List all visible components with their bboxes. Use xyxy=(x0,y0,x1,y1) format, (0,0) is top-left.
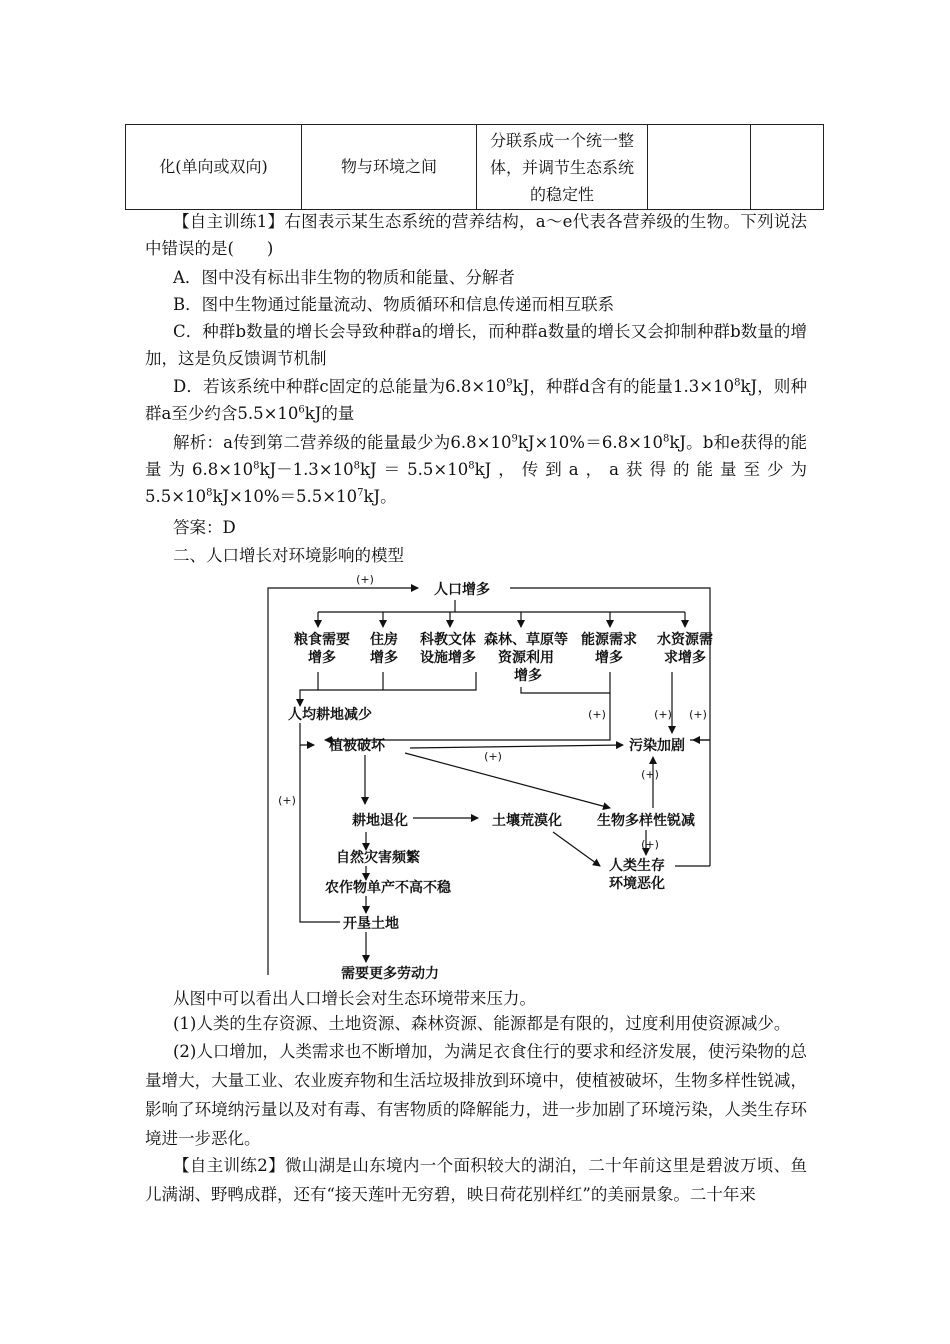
node-energy: 增多 xyxy=(595,650,623,666)
node-water: 求增多 xyxy=(664,650,706,666)
plus-label: (+) xyxy=(278,794,296,807)
node-population: 人口增多 xyxy=(434,582,490,598)
node-housing: 增多 xyxy=(370,650,398,666)
exponent: 6 xyxy=(298,404,305,416)
plus-label: (+) xyxy=(356,573,374,586)
node-crop: 农作物单产不高不稳 xyxy=(325,880,451,896)
point-2: (2)人口增加，人类需求也不断增加，为满足衣食住行的要求和经济发展，使污染物的总量增大，大量工业、农业废弃物和生活垃圾排放到环境中，使植被破坏，生物多样性锐减，影响了环境纳污量以及对有毒、有害物质的降解能力，进一步加剧了环境污染，人类生存环境进一步恶化。 xyxy=(145,1042,807,1148)
plus-label: (+) xyxy=(654,708,672,721)
node-food: 增多 xyxy=(308,650,336,666)
option-b: B．图中生物通过能量流动、物质循环和信息传递而相互联系 xyxy=(173,295,615,314)
table-cell xyxy=(751,125,824,210)
conclusion-line: 从图中可以看出人口增长会对生态环境带来压力。 xyxy=(173,989,536,1008)
exponent: 8 xyxy=(206,487,213,499)
population-model-diagram xyxy=(255,570,725,985)
analysis-text: kJ＝5.5×10 xyxy=(360,460,469,479)
answer: 答案：D xyxy=(173,518,236,537)
node-energy: 能源需求 xyxy=(581,632,637,648)
node-housing: 住房 xyxy=(370,632,398,648)
analysis-text: kJ×10%＝6.8×10 xyxy=(517,433,663,452)
section-title: 二、人口增长对环境影响的模型 xyxy=(173,546,404,565)
point-1: (1)人类的生存资源、土地资源、森林资源、能源都是有限的，过度利用使资源减少。 xyxy=(173,1014,791,1033)
node-forest: 增多 xyxy=(514,668,542,684)
plus-label: (+) xyxy=(689,708,707,721)
exponent: 7 xyxy=(357,487,364,499)
node-labor: 需要更多劳动力 xyxy=(341,966,439,982)
node-forest: 资源利用 xyxy=(498,650,554,666)
exercise1-question: 【自主训练1】右图表示某生态系统的营养结构，a～e代表各营养级的生物。下列说法中错误的是( ) xyxy=(145,212,807,258)
table-cell: 物与环境之间 xyxy=(302,125,477,210)
option-d-text: kJ，则种群a至少约含5.5×10 xyxy=(145,377,807,423)
exponent: 8 xyxy=(662,433,670,445)
node-disaster: 自然灾害频繁 xyxy=(336,850,420,866)
option-d xyxy=(145,373,807,427)
node-education: 科教文体 xyxy=(420,632,476,648)
option-d-text: kJ的量 xyxy=(304,404,355,423)
option-a: A．图中没有标出非生物的物质和能量、分解者 xyxy=(173,268,515,287)
node-arable: 人均耕地减少 xyxy=(288,707,372,723)
node-biodiversity: 生物多样性锐减 xyxy=(597,813,695,829)
exponent: 9 xyxy=(506,377,513,389)
plus-label: (+) xyxy=(641,838,659,851)
plus-label: (+) xyxy=(484,750,502,763)
analysis-text: kJ－1.3×10 xyxy=(259,460,354,479)
table-cell xyxy=(648,125,751,210)
option-c: C．种群b数量的增长会导致种群a的增长，而种群a数量的增长又会抑制种群b数量的增加，这是负反馈调节机制 xyxy=(145,322,807,368)
node-reclaim: 开垦土地 xyxy=(343,916,399,932)
plus-label: (+) xyxy=(588,708,606,721)
node-environment: 人类生存 xyxy=(609,858,665,874)
node-forest: 森林、草原等 xyxy=(484,632,568,648)
table-cell: 分联系成一个统一整体，并调节生态系统的稳定性 xyxy=(477,125,648,210)
option-d-text: D．若该系统中种群c固定的总能量为6.8×10 xyxy=(173,377,507,396)
table-row xyxy=(126,125,824,210)
table-cell: 化(单向或双向) xyxy=(126,125,302,210)
node-water: 水资源需 xyxy=(657,632,713,648)
option-d-text: kJ，种群d含有的能量1.3×10 xyxy=(512,377,735,396)
comparison-table xyxy=(125,124,824,210)
exponent: 8 xyxy=(353,460,361,472)
plus-label: (+) xyxy=(641,768,659,781)
analysis-text: kJ×10%＝5.5×10 xyxy=(212,487,358,506)
analysis xyxy=(145,429,807,510)
exponent: 8 xyxy=(734,377,741,389)
exponent: 8 xyxy=(253,460,260,472)
exponent: 8 xyxy=(468,460,475,472)
analysis-text: kJ。 xyxy=(363,487,397,506)
analysis-text: kJ，传到a，a获得的能量至少为5.5×10 xyxy=(145,460,807,506)
node-degradation: 耕地退化 xyxy=(352,813,408,829)
analysis-text: 解析：a传到第二营养级的能量最少为6.8×10 xyxy=(173,433,512,452)
analysis-text: kJ。b和e获得的能量为6.8×10 xyxy=(145,433,807,479)
exponent: 9 xyxy=(511,433,518,445)
exercise2-question: 【自主训练2】微山湖是山东境内一个面积较大的湖泊，二十年前这里是碧波万顷、鱼儿满湖、野鸭成群，还有“接天莲叶无穷碧，映日荷花别样红”的美丽景象。二十年来 xyxy=(145,1156,807,1204)
node-desertification: 土壤荒漠化 xyxy=(492,813,562,829)
node-pollution: 污染加剧 xyxy=(629,738,685,754)
node-education: 设施增多 xyxy=(420,650,476,666)
node-food: 粮食需要 xyxy=(294,632,350,648)
node-environment: 环境恶化 xyxy=(609,876,665,892)
node-vegetation: 植被破坏 xyxy=(329,738,385,754)
